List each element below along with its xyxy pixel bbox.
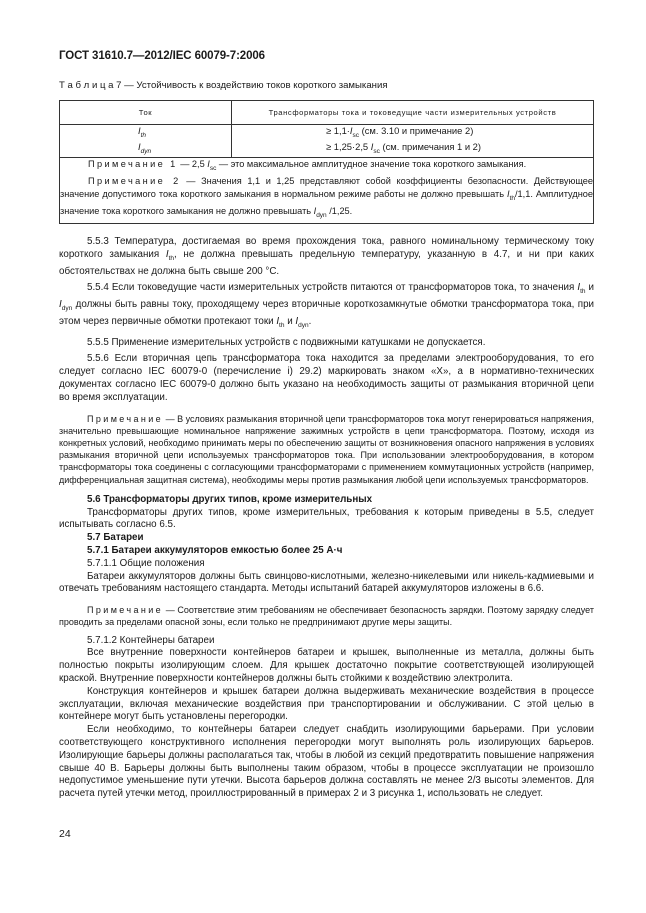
para-5-5-4: 5.5.4 Если токоведущие части измерительных устройств питаются от трансформаторов тока, то значения $I_{th}$ и $I_{dyn}$ должны быть равны току, проходящему через вторичные короткозамкнутые обмотки трансформатора тока, при этом через первичные обмотки протекают токи $I_{th}$ и $I_{dyn}$.	[59, 282, 595, 329]
heading-5-7-1: 5.7.1 Батареи аккумуляторов емкостью более 25 А·ч	[87, 544, 343, 556]
table-note-1: Примечание 1 — 2,5 $I_{sc}$ — это максимальное амплитудное значение тока короткого замыкания.	[88, 158, 527, 172]
para-5-5-5: 5.5.5 Применение измерительных устройств с подвижными катушками не допускается.	[87, 336, 486, 348]
note-5-5-6: Примечание — В условиях размыкания вторичной цепи трансформаторов тока могут генерироваться напряжения, значительно превышающие номинальное напряжение зажимных устройств в цепи трансформатора. Поэтому, исходя из конкретных условий, необходимо принимать меры по обеспечению защиты от возникновения опасного напряжения в условиях размыкания вторичной цепи используемых трансформаторов тока. При использовании электрооборудования, в котором трансформаторы тока соединены с согласующими трансформаторами с применением коммутационных устройств (например, дифференциальная защитная система), необходимы меры против размыкания любой цепи используемых трансформаторов.	[59, 413, 594, 485]
para-5-7-1-2-c: Если необходимо, то контейнеры батареи следует снабдить изолирующими барьерами. При условии соответствующего конструктивного исполнения перегородки могут выполнять роль изолирующих барьеров. Изолирующие барьеры должны располагаться так, чтобы в любой из секций предотвратить повышение напряжения свыше 40 В. Барьеры должны быть выполнены таким образом, чтобы в процессе эксплуатации не произошло недопустимое уменьшение пути утечки. Высота барьеров должна составлять не менее 2/3 высоты элементов. Для расчета путей утечки метод, проиллюстрированный в примерах 2 и 3 рисунка 1, использовать не следует.	[59, 724, 594, 800]
page-number: 24	[59, 828, 71, 840]
heading-5-7-1-1: 5.7.1.1 Общие положения	[87, 557, 205, 569]
table-header-transformers: Трансформаторы тока и токоведущие части измерительных устройств	[232, 101, 594, 125]
table-caption-label: Т а б л и ц а	[59, 80, 114, 91]
heading-5-6: 5.6 Трансформаторы других типов, кроме измерительных	[87, 493, 373, 505]
para-5-7-1-1: Батареи аккумуляторов должны быть свинцово-кислотными, железно-никелевыми или никель-кадмиевыми и отвечать требованиям настоящего стандарта. Методы испытаний батарей аккумуляторов изложены в 6.6.	[59, 570, 594, 595]
body-text-block	[59, 236, 594, 801]
para-5-7-1-2-a: Все внутренние поверхности контейнеров батареи и крышек, выполненные из металла, должны быть полностью покрыты изолирующим слоем. Для крышек достаточно покрытие соответствующей изолирующей краской. Внутренние поверхности контейнеров должны быть стойкими к воздействию электролита.	[59, 647, 594, 684]
symbol-ith: $I_{th}$	[138, 125, 147, 139]
symbol-idyn: $I_{dyn}$	[138, 140, 152, 155]
table-notes	[60, 157, 594, 223]
table-header-current: Ток	[60, 101, 232, 125]
value-ith: ≥ $1,1\cdot I_{sc}$ (см. 3.10 и примечание 2)	[326, 125, 474, 139]
table-caption	[59, 80, 388, 91]
table-caption-text: 7 — Устойчивость к воздействию токов короткого замыкания	[116, 80, 388, 91]
page-header: ГОСТ 31610.7—2012/IEC 60079-7:2006	[59, 50, 265, 62]
note-5-7-1-1: Примечание — Соответствие этим требованиям не обеспечивает безопасность зарядки. Поэтому зарядку следует проводить за пределами опасной зоны, если только не предпринимают другие меры защиты.	[59, 605, 594, 628]
table-cell-values	[232, 125, 594, 158]
para-5-5-6: 5.5.6 Если вторичная цепь трансформатора тока находится за пределами электрооборудования, то его следует согласно IEC 60079-0 (перечисление i) 29.2) маркировать знаком «Х», а в нормативно-технических документах согласно IEC 60079-0 должно быть указано на необходимость защиты от размыкания вторичной цепи во время эксплуатации.	[59, 353, 594, 403]
para-5-5-3: 5.5.3 Температура, достигаемая во время прохождения тока, равного номинальному термическому току короткого замыкания $I_{th}$, не должна превышать предельную температуру, указанную в 4.7, и ни при каких обстоятельствах не должна быть свыше 200 °С.	[59, 236, 594, 277]
table-note-2: Примечание 2 — Значения 1,1 и 1,25 представляют собой коэффициенты безопасности. Действующее значение допустимого тока короткого замыкания в нормальном режиме работы не должно превышать $I_{th}/1,1$. Амплитудное значение тока короткого замыкания не должно превышать $I_{dyn}$ /1,25.	[60, 176, 594, 220]
para-5-7-1-2-b: Конструкция контейнеров и крышек батареи должна выдерживать механические воздействия в процессе эксплуатации, включая механические воздействия при транспортировании и обслуживании. С этой целью в контейнере могут быть установлены перегородки.	[59, 685, 594, 723]
heading-5-7-1-2: 5.7.1.2 Контейнеры батареи	[87, 634, 215, 646]
value-idyn: ≥ 1,25·2,5 $I_{sc}$ (см. примечания 1 и 2)	[326, 140, 482, 155]
short-circuit-table	[59, 100, 594, 224]
table-cell-symbols	[60, 125, 232, 158]
heading-5-7: 5.7 Батареи	[87, 532, 144, 544]
para-5-6: Трансформаторы других типов, кроме измерительных, требования к которым приведены в 5.5, следует испытывать согласно 6.5.	[59, 506, 594, 531]
